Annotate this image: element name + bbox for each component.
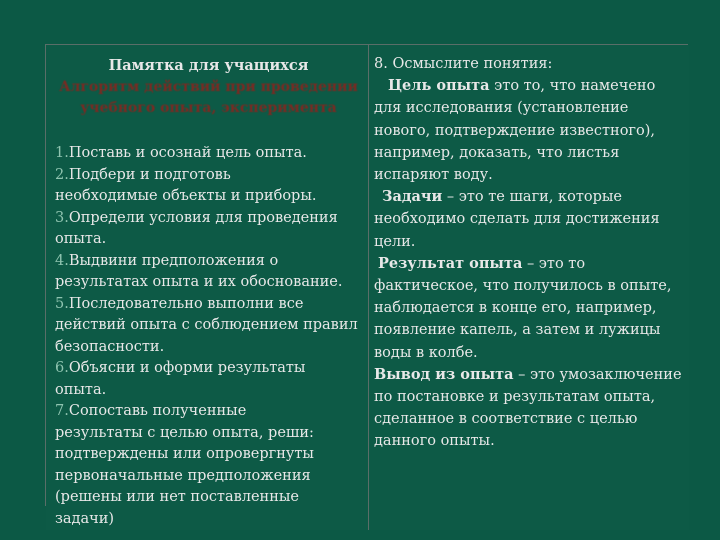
step-text: Поставь и осознай цель опыта. [68, 145, 307, 161]
step-text: результаты с целью опыта, реши: [55, 424, 314, 441]
step-number: 3. [55, 209, 69, 226]
step-text: действий опыта с соблюдением правил [55, 317, 358, 333]
result-text: – это то [522, 255, 586, 272]
tasks-term: Задачи [382, 188, 443, 206]
tasks-line-1 [374, 186, 683, 208]
step-text: Объясни и оформи результаты [68, 360, 306, 376]
conclusion-line-4: данного опыты. [374, 433, 495, 450]
step-line [55, 186, 362, 208]
goal-text: это то, что намечено [489, 78, 656, 95]
step-line [55, 423, 362, 445]
step-text: безопасности. [55, 338, 165, 355]
step-line [55, 444, 362, 466]
right-column [369, 45, 689, 530]
goal-term: Цель опыта [388, 77, 490, 95]
goal-line-1 [374, 75, 683, 97]
result-term: Результат опыта [378, 254, 523, 272]
step-line [55, 401, 362, 423]
result-line-5: воды в колбе. [374, 344, 478, 361]
step-line [55, 208, 362, 230]
step-line [55, 337, 362, 359]
result-line-3: наблюдается в конце его, например, [374, 300, 657, 317]
conclusion-term: Вывод из опыта [374, 365, 514, 383]
concepts-heading: 8. Осмыслите понятия: [374, 56, 553, 72]
step-text: опыта. [55, 231, 107, 247]
goal-line-2: для исследования (установление [374, 100, 629, 117]
result-line-1 [374, 253, 683, 275]
step-text: Определи условия для проведения [68, 209, 338, 226]
step-line [55, 466, 362, 488]
memo-table [45, 44, 688, 527]
result-line-2: фактическое, что получилось в опыте, [374, 278, 672, 295]
tasks-line-3: цели. [374, 233, 416, 250]
step-number: 7. [55, 403, 69, 419]
conclusion-line-1 [374, 364, 683, 386]
step-number: 5. [55, 295, 69, 312]
step-text: (решены или нет поставленные задачи) [55, 489, 300, 527]
step-text: Сопоставь полученные [68, 403, 247, 419]
step-text: первоначальные предположения [55, 467, 311, 484]
step-number: 2. [55, 166, 69, 183]
conclusion-line-2: по постановке и результатам опыта, [374, 389, 656, 406]
goal-line-3: нового, подтверждение известного), [374, 122, 656, 139]
step-text: необходимые объекты и приборы. [55, 188, 317, 204]
step-line [55, 294, 362, 316]
step-text: Подбери и подготовь [68, 166, 231, 183]
step-number: 6. [55, 360, 69, 376]
step-line [55, 358, 362, 380]
memo-subtitle-line-2: учебного опыта, эксперимента [80, 100, 337, 116]
goal-line-4: например, доказать, что листья [374, 144, 620, 161]
step-line [55, 229, 362, 251]
conclusion-line-3: сделанное в соответствие с целью [374, 411, 638, 428]
memo-subtitle-line-1: Алгоритм действий при проведении [59, 79, 358, 95]
memo-title: Памятка для учащихся [108, 57, 309, 74]
step-line [55, 315, 362, 337]
result-line-4: появление капель, а затем и лужицы [374, 322, 661, 339]
step-text: результатах опыта и их обоснование. [55, 274, 343, 290]
step-text: Последовательно выполни все [68, 295, 304, 312]
step-line [55, 272, 362, 294]
goal-line-5: испаряют воду. [374, 167, 493, 184]
left-column [46, 45, 369, 530]
step-line [55, 487, 362, 530]
steps-list [55, 143, 362, 530]
step-text: Выдвини предположения о [68, 252, 279, 269]
step-text: опыта. [55, 381, 107, 398]
tasks-text: – это те шаги, которые [442, 189, 622, 206]
step-line [55, 251, 362, 273]
tasks-line-2: необходимо сделать для достижения [374, 211, 660, 228]
step-text: подтверждены или опровергнуты [55, 446, 314, 462]
step-line [55, 143, 362, 165]
step-number: 1. [55, 145, 69, 161]
step-number: 4. [55, 252, 69, 269]
step-line [55, 165, 362, 187]
step-line [55, 380, 362, 402]
conclusion-text: – это умозаключение [513, 366, 682, 383]
